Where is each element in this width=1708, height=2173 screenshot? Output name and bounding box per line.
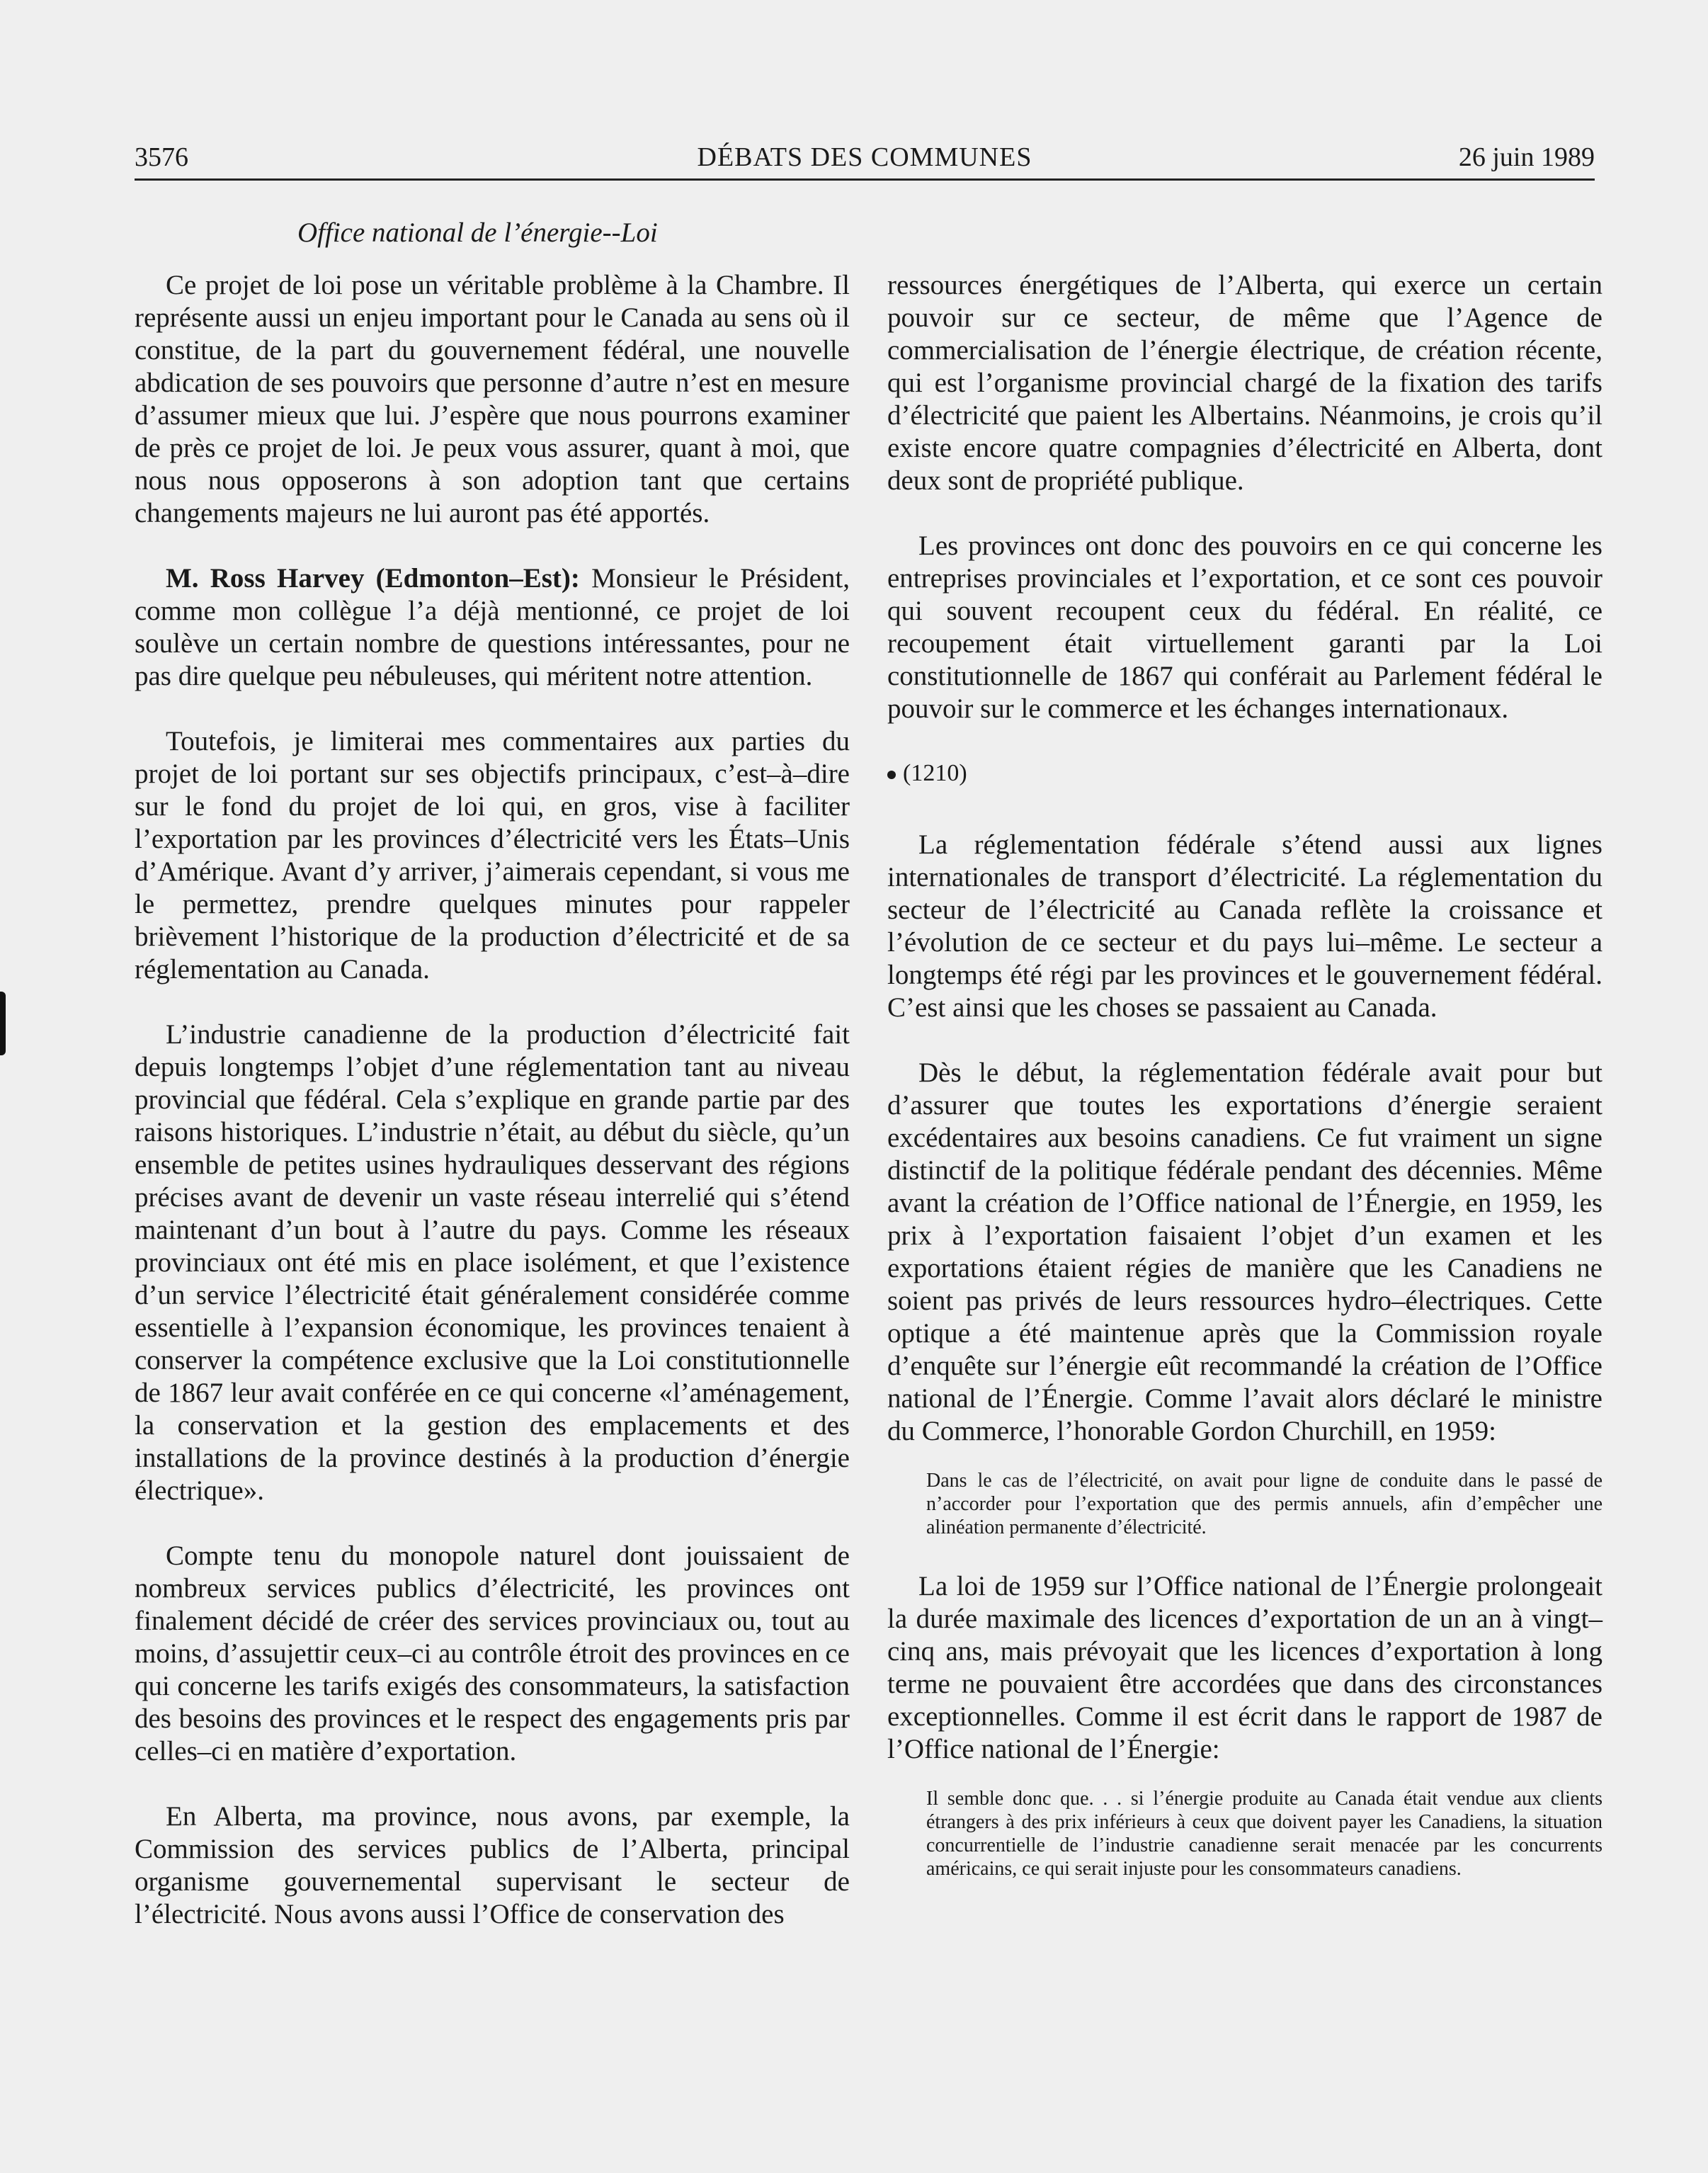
paragraph: Dès le début, la réglementation fédérale avait pour but d’assurer que toutes les exportations d’énergie seraient excédentaires aux besoins canadiens. Ce fut vraiment un signe distinctif de la politique fédérale pendant des décennies. Même avant la création de l’Office national de l’Énergie, en 1959, les prix à l’exportation faisaient l’objet d’un examen et les exportations étaient régies de manière que les Canadiens ne soient pas privés de leurs ressources hydro–électriques. Cette optique a été maintenue après que la Commission royale d’enquête sur l’énergie eût recommandé la création de l’Office national de l’Énergie. Comme l’avait alors déclaré le ministre du Commerce, l’honorable Gordon Churchill, en 1959:: [887, 1057, 1602, 1446]
block-quote: Dans le cas de l’électricité, on avait pour ligne de conduite dans le passé de n’accorder pour l’exportation que des permis annuels, afin d’empêcher une alinéation permanente d’électricité.: [926, 1470, 1602, 1538]
time-stamp-label: (1210): [903, 760, 967, 786]
paragraph: La loi de 1959 sur l’Office national de l’Énergie prolongeait la durée maximale des licences d’exportation de un an à vingt–cinq ans, mais prévoyait que les licences d’exportation à long terme ne pouvaient être accordées que dans des circonstances exceptionnelles. Comme il est écrit dans le rapport de 1987 de l’Office national de l’Énergie:: [887, 1571, 1602, 1764]
left-column: [135, 269, 850, 1963]
page-header: [135, 136, 1595, 181]
publication-date: 26 juin 1989: [1458, 142, 1595, 172]
section-title: Office national de l’énergie--Loi: [297, 217, 658, 248]
speech-text: Monsieur le Président, comme mon collègue l’a déjà mentionné, ce projet de loi soulève un certain nombre de questions intéressantes, pour ne pas dire quelque peu nébuleuses, qui méritent notre attention.: [135, 563, 850, 691]
right-column: [887, 269, 1602, 1912]
paragraph: La réglementation fédérale s’étend aussi aux lignes internationales de transport d’électricité. La réglementation du secteur de l’électricité au Canada reflète la croissance et l’évolution de ce secteur et du pays lui–même. Le secteur a longtemps été régi par les provinces et le gouvernement fédéral. C’est ainsi que les choses se passaient au Canada.: [887, 829, 1602, 1023]
bullet-icon: [887, 771, 896, 779]
paragraph: L’industrie canadienne de la production d’électricité fait depuis longtemps l’objet d’une réglementation tant au niveau provincial que fédéral. Cela s’explique en grande partie par des raisons historiques. L’industrie n’était, au début du siècle, qu’un ensemble de petites usines hydrauliques desservant des régions précises avant de devenir un vaste réseau interrelié qui s’étend maintenant d’un bout à l’autre du pays. Comme les réseaux provinciaux ont été mis en place isolément, et que l’existence d’un service l’électricité était généralement considérée comme essentielle à l’expansion économique, les provinces tenaient à conserver la compétence exclusive que la Loi constitutionnelle de 1867 leur avait conférée en ce qui concerne «l’aménagement, la conservation et la gestion des emplacements et des installations de la province destinés à la production d’énergie électrique».: [135, 1019, 850, 1506]
paragraph: Compte tenu du monopole naturel dont jouissaient de nombreux services publics d’électricité, les provinces ont finalement décidé de créer des services provinciaux ou, tout au moins, d’assujettir ceux–ci au contrôle étroit des provinces en ce qui concerne les tarifs exigés des consommateurs, la satisfaction des besoins des provinces et le respect des engagements pris par celles–ci en matière d’exportation.: [135, 1541, 850, 1766]
paragraph: Les provinces ont donc des pouvoirs en ce qui concerne les entreprises provinciales et l’exportation, et ce sont ces pouvoir qui souvent recoupent ceux du fédéral. En réalité, ce recoupement était virtuellement garanti par la Loi constitutionnelle de 1867 qui conférait au Parlement fédéral le pouvoir sur le commerce et les échanges internationaux.: [887, 531, 1602, 724]
block-quote: Il semble donc que. . . si l’énergie produite au Canada était vendue aux clients étrangers à des prix inférieurs à ceux que doivent payer les Canadiens, la situation concurrentielle de l’industrie canadienne serait menacée par les concurrents américains, ce qui serait injuste pour les consommateurs canadiens.: [926, 1788, 1602, 1880]
paragraph-continued: ressources énergétiques de l’Alberta, qui exerce un certain pouvoir sur ce secteur, de même que l’Agence de commercialisation de l’énergie électrique, de création récente, qui est l’organisme provincial chargé de la fixation des tarifs d’électricité que paient les Albertains. Néanmoins, je crois qu’il existe encore quatre compagnies d’électricité en Alberta, dont deux sont de propriété publique.: [887, 270, 1602, 496]
paragraph: En Alberta, ma province, nous avons, par exemple, la Commission des services publics de l’Alberta, principal organisme gouvernemental supervisant le secteur de l’électricité. Nous avons aussi l’Office de conservation des: [135, 1801, 850, 1929]
time-stamp: [887, 758, 1602, 789]
scan-margin-mark: [0, 992, 6, 1055]
page-number: 3576: [135, 142, 188, 172]
speaker-paragraph: [135, 562, 850, 693]
paragraph: Ce projet de loi pose un véritable problème à la Chambre. Il représente aussi un enjeu important pour le Canada au sens où il constitue, de la part du gouvernement fédéral, une nouvelle abdication de ses pouvoirs que personne d’autre n’est en mesure d’assumer mieux que lui. J’espère que nous pourrons examiner de près ce projet de loi. Je peux vous assurer, quant à moi, que nous nous opposerons à son adoption tant que certains changements majeurs ne lui auront pas été apportés.: [135, 270, 850, 528]
paragraph: Toutefois, je limiterai mes commentaires aux parties du projet de loi portant sur ses objectifs principaux, c’est–à–dire sur le fond du projet de loi qui, en gros, vise à faciliter l’exportation par les provinces d’électricité vers les États–Unis d’Amérique. Avant d’y arriver, j’aimerais cependant, si vous me le permettez, prendre quelques minutes pour rappeler brièvement l’historique de la production d’électricité et de sa réglementation au Canada.: [135, 726, 850, 985]
publication-title: DÉBATS DES COMMUNES: [697, 142, 1032, 172]
speaker-name: M. Ross Harvey (Edmonton–Est):: [166, 563, 580, 594]
